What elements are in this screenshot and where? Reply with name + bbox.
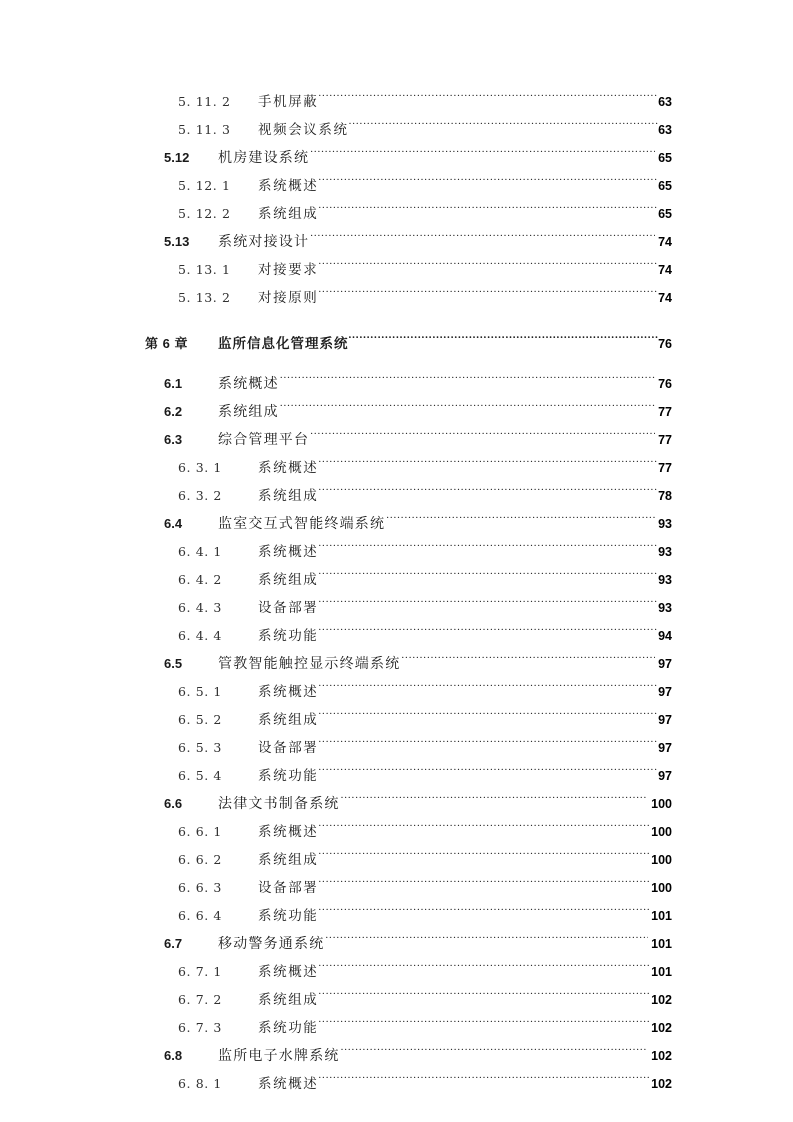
toc-page-number: 97 (658, 685, 672, 699)
toc-page-number: 93 (658, 517, 672, 531)
toc-dot-leader (341, 792, 649, 808)
toc-entry-number: 6. 5. 2 (178, 712, 222, 727)
toc-dot-leader (318, 596, 658, 612)
toc-entry-title: 移动警务通系统 (218, 936, 325, 952)
toc-page-number: 100 (651, 797, 672, 811)
toc-dot-leader (349, 118, 658, 134)
toc-entry-title: 系统对接设计 (218, 234, 310, 250)
toc-entry-row[interactable] (0, 846, 793, 874)
toc-dot-leader (325, 932, 648, 948)
toc-entry-number: 6. 7. 2 (178, 992, 222, 1007)
toc-entry-number: 6.3 (164, 432, 183, 447)
toc-dot-leader (310, 230, 655, 246)
toc-dot-leader (318, 904, 651, 920)
toc-entry-row[interactable] (0, 622, 793, 650)
toc-entry-title: 设备部署 (258, 880, 319, 896)
toc-entry-number: 6.8 (164, 1048, 183, 1063)
toc-dot-leader (318, 960, 651, 976)
toc-dot-leader (310, 146, 655, 162)
toc-entry-number: 6. 4. 3 (178, 600, 222, 615)
toc-entry-title: 监所信息化管理系统 (218, 336, 349, 352)
toc-entry-number: 6. 6. 4 (178, 908, 222, 923)
toc-entry-number: 5.12 (164, 150, 190, 165)
toc-dot-leader (318, 764, 658, 780)
toc-entry-title: 系统概述 (258, 1076, 319, 1092)
toc-entry-row[interactable] (0, 762, 793, 790)
toc-entry-row[interactable] (0, 256, 793, 284)
toc-entry-number: 5. 12. 1 (178, 178, 231, 193)
toc-entry-title: 对接要求 (258, 262, 319, 278)
toc-entry-title: 监室交互式智能终端系统 (218, 516, 386, 532)
toc-dot-leader (386, 512, 655, 528)
toc-entry-row[interactable] (0, 734, 793, 762)
toc-page-number: 63 (658, 123, 672, 137)
toc-dot-leader (318, 988, 651, 1004)
toc-page-number: 76 (658, 337, 672, 351)
toc-entry-row[interactable] (0, 200, 793, 228)
toc-entry-row[interactable] (0, 454, 793, 482)
toc-page-number: 78 (658, 489, 672, 503)
toc-entry-number: 6.2 (164, 404, 183, 419)
toc-page-number: 97 (658, 741, 672, 755)
toc-entry-row[interactable] (0, 1014, 793, 1042)
toc-entry-number: 6. 4. 2 (178, 572, 222, 587)
toc-page-number: 63 (658, 95, 672, 109)
toc-dot-leader (310, 428, 655, 444)
toc-entry-number: 5. 11. 2 (178, 94, 231, 109)
toc-dot-leader (318, 624, 658, 640)
toc-entry-number: 6. 7. 3 (178, 1020, 222, 1035)
toc-dot-leader (318, 90, 658, 106)
toc-page-number: 93 (658, 573, 672, 587)
toc-entry-title: 设备部署 (258, 600, 319, 616)
toc-entry-title: 法律文书制备系统 (218, 796, 340, 812)
toc-dot-leader (318, 736, 658, 752)
toc-page-number: 101 (651, 909, 672, 923)
toc-entry-number: 6. 7. 1 (178, 964, 222, 979)
toc-entry-row[interactable] (0, 88, 793, 116)
toc-page-number: 97 (658, 769, 672, 783)
toc-page-number: 97 (658, 713, 672, 727)
toc-entry-title: 系统概述 (258, 544, 319, 560)
toc-entry-number: 6. 4. 1 (178, 544, 222, 559)
toc-entry-number: 6. 8. 1 (178, 1076, 222, 1091)
toc-entry-row[interactable] (0, 650, 793, 678)
toc-entry-row[interactable] (0, 930, 793, 958)
toc-page-number: 94 (658, 629, 672, 643)
toc-entry-title: 系统概述 (258, 460, 319, 476)
toc-entry-number: 5. 12. 2 (178, 206, 231, 221)
toc-entry-row[interactable] (0, 538, 793, 566)
toc-entry-title: 设备部署 (258, 740, 319, 756)
toc-entry-row[interactable] (0, 1070, 793, 1098)
toc-entry-number: 6. 6. 2 (178, 852, 222, 867)
toc-dot-leader (318, 820, 651, 836)
toc-dot-leader (401, 652, 655, 668)
toc-page-number: 65 (658, 207, 672, 221)
table-of-contents (0, 88, 793, 1098)
toc-dot-leader (318, 484, 658, 500)
toc-entry-number: 6. 4. 4 (178, 628, 222, 643)
toc-dot-leader (280, 400, 655, 416)
toc-dot-leader (318, 1072, 651, 1088)
toc-entry-number: 6.6 (164, 796, 183, 811)
toc-entry-title: 管教智能触控显示终端系统 (218, 656, 401, 672)
toc-entry-title: 系统组成 (258, 852, 319, 868)
toc-dot-leader (318, 540, 658, 556)
toc-entry-number: 第 6 章 (145, 336, 188, 351)
toc-page-number: 74 (658, 291, 672, 305)
toc-entry-number: 5. 13. 2 (178, 290, 231, 305)
toc-entry-number: 6.5 (164, 656, 183, 671)
toc-entry-title: 系统组成 (258, 572, 319, 588)
toc-dot-leader (341, 1044, 649, 1060)
toc-page-number: 93 (658, 545, 672, 559)
toc-page-number: 97 (658, 657, 672, 671)
toc-entry-title: 系统功能 (258, 908, 319, 924)
toc-entry-row[interactable] (0, 566, 793, 594)
toc-entry-number: 6.4 (164, 516, 183, 531)
toc-entry-row[interactable] (0, 398, 793, 426)
toc-entry-title: 系统组成 (258, 712, 319, 728)
toc-entry-title: 对接原则 (258, 290, 319, 306)
toc-entry-title: 系统组成 (258, 206, 319, 222)
toc-dot-leader (318, 876, 651, 892)
toc-page-number: 74 (658, 263, 672, 277)
toc-entry-title: 手机屏蔽 (258, 94, 319, 110)
toc-page-number: 65 (658, 151, 672, 165)
toc-page-number: 101 (651, 937, 672, 951)
toc-entry-row[interactable] (0, 902, 793, 930)
toc-dot-leader (318, 1016, 651, 1032)
toc-dot-leader (318, 848, 651, 864)
toc-entry-row[interactable] (0, 510, 793, 538)
toc-dot-leader (318, 568, 658, 584)
toc-entry-number: 6. 6. 1 (178, 824, 222, 839)
toc-page-number: 101 (651, 965, 672, 979)
toc-entry-row[interactable] (0, 228, 793, 256)
toc-page-number: 74 (658, 235, 672, 249)
toc-dot-leader (318, 202, 658, 218)
toc-entry-number: 6. 5. 1 (178, 684, 222, 699)
toc-entry-number: 6. 3. 1 (178, 460, 222, 475)
toc-dot-leader (318, 680, 658, 696)
toc-entry-row[interactable] (0, 986, 793, 1014)
toc-entry-number: 6.7 (164, 936, 183, 951)
toc-entry-title: 视频会议系统 (258, 122, 349, 138)
toc-entry-title: 系统概述 (258, 684, 319, 700)
toc-entry-row[interactable] (0, 1042, 793, 1070)
toc-entry-row[interactable] (0, 706, 793, 734)
toc-entry-title: 监所电子水牌系统 (218, 1048, 340, 1064)
toc-entry-row[interactable] (0, 370, 793, 398)
toc-entry-title: 系统概述 (258, 178, 319, 194)
toc-page-number: 65 (658, 179, 672, 193)
toc-entry-row[interactable] (0, 678, 793, 706)
toc-entry-title: 系统概述 (258, 964, 319, 980)
toc-page-number: 77 (658, 461, 672, 475)
toc-page-number: 93 (658, 601, 672, 615)
toc-entry-number: 6. 5. 3 (178, 740, 222, 755)
toc-entry-title: 综合管理平台 (218, 432, 310, 448)
toc-dot-leader (318, 456, 658, 472)
toc-entry-number: 6. 6. 3 (178, 880, 222, 895)
toc-page-number: 102 (651, 1021, 672, 1035)
toc-page-number: 102 (651, 1049, 672, 1063)
toc-entry-row[interactable] (0, 144, 793, 172)
toc-entry-row[interactable] (0, 116, 793, 144)
toc-page-number: 102 (651, 993, 672, 1007)
toc-entry-row[interactable] (0, 818, 793, 846)
toc-entry-title: 机房建设系统 (218, 150, 310, 166)
toc-entry-row[interactable] (0, 958, 793, 986)
toc-page-number: 77 (658, 405, 672, 419)
toc-entry-title: 系统功能 (258, 768, 319, 784)
toc-entry-title: 系统功能 (258, 628, 319, 644)
toc-entry-row[interactable] (0, 284, 793, 312)
toc-page-number: 77 (658, 433, 672, 447)
toc-chapter-row[interactable] (0, 330, 793, 358)
toc-entry-row[interactable] (0, 874, 793, 902)
toc-entry-title: 系统组成 (258, 488, 319, 504)
toc-entry-title: 系统功能 (258, 1020, 319, 1036)
toc-entry-number: 5.13 (164, 234, 190, 249)
toc-page-number: 76 (658, 377, 672, 391)
toc-entry-row[interactable] (0, 594, 793, 622)
toc-dot-leader (318, 286, 658, 302)
toc-entry-row[interactable] (0, 482, 793, 510)
toc-entry-title: 系统概述 (218, 376, 279, 392)
toc-entry-number: 6.1 (164, 376, 183, 391)
toc-dot-leader (318, 174, 658, 190)
toc-entry-row[interactable] (0, 790, 793, 818)
toc-entry-number: 5. 13. 1 (178, 262, 231, 277)
toc-page-number: 102 (651, 1077, 672, 1091)
toc-entry-number: 6. 3. 2 (178, 488, 222, 503)
toc-dot-leader (280, 372, 655, 388)
toc-entry-title: 系统组成 (218, 404, 279, 420)
toc-page-number: 100 (651, 825, 672, 839)
toc-entry-number: 5. 11. 3 (178, 122, 231, 137)
toc-entry-row[interactable] (0, 426, 793, 454)
toc-dot-leader (318, 258, 658, 274)
toc-dot-leader (318, 708, 658, 724)
toc-entry-row[interactable] (0, 172, 793, 200)
toc-entry-title: 系统组成 (258, 992, 319, 1008)
toc-page-number: 100 (651, 881, 672, 895)
toc-entry-title: 系统概述 (258, 824, 319, 840)
toc-page-number: 100 (651, 853, 672, 867)
toc-dot-leader (349, 332, 659, 348)
toc-entry-number: 6. 5. 4 (178, 768, 222, 783)
